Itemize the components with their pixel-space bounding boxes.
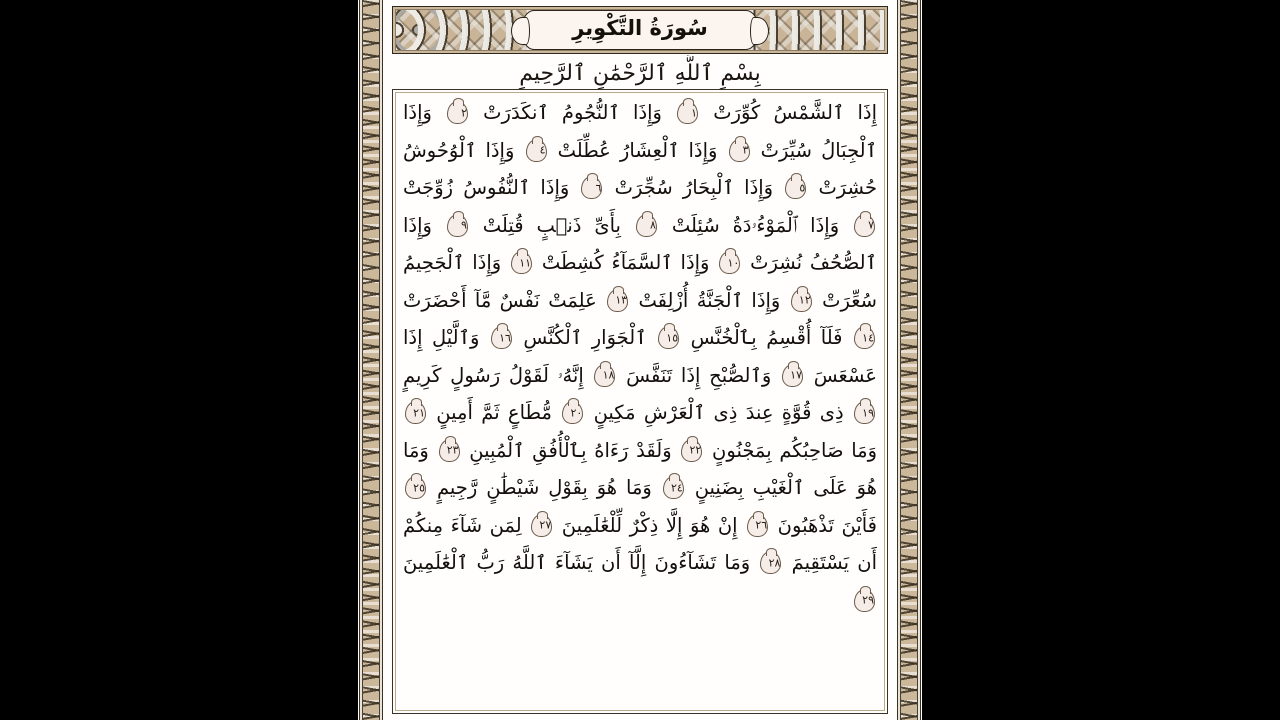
ayah-number-label: ٩ xyxy=(460,218,467,232)
ayah-number-label: ٢٨ xyxy=(768,556,781,570)
ayah-number-label: ٢٩ xyxy=(862,593,874,607)
ayah-number-marker xyxy=(658,326,679,349)
ayah-text: وَمَا صَاحِبُكُم بِمَجْنُونٍ xyxy=(704,438,878,462)
ayah-number-marker xyxy=(782,364,803,387)
surah-title-text: سُورَةُ التَّكْوِيرِ xyxy=(572,15,708,40)
ayah-text: إِذَا ٱلشَّمْسُ كُوِّرَتْ xyxy=(700,101,877,124)
ayah-number-label: ٥ xyxy=(799,181,806,195)
ayah-number-marker xyxy=(854,589,875,612)
ayah-number-marker xyxy=(681,439,702,462)
ayah-number-marker xyxy=(447,214,468,237)
ayah-number-marker xyxy=(719,251,740,274)
ayah-number-marker xyxy=(854,214,875,237)
ayah-text: وَإِذَا ٱلْعِشَارُ عُطِّلَتْ xyxy=(548,138,718,162)
ayah-text: فَلَآ أُقْسِمُ بِٱلْخُنَّسِ xyxy=(681,326,843,349)
ayah-number-label: ١٣ xyxy=(615,293,628,307)
ayah-number-marker xyxy=(854,326,875,349)
ayah-number-marker xyxy=(531,514,552,537)
ayah-number-label: ١٢ xyxy=(798,293,811,307)
ayah-number-marker xyxy=(636,214,657,237)
ayah-text: وَمَا هُوَ بِقَوْلِ شَيْطَٰنٍ رَّجِيمٍ xyxy=(428,476,652,499)
ayah-number-marker xyxy=(677,101,698,124)
interlaced-zigzag-icon xyxy=(363,0,379,720)
ayah-number-label: ٢١ xyxy=(413,406,425,420)
ayah-text: وَإِذَا ٱلْبِحَارُ سُجِّرَتْ xyxy=(604,176,774,199)
ayah-number-marker xyxy=(511,251,532,274)
ayah-text: وَإِذَا ٱلنُّجُومُ ٱنكَدَرَتْ xyxy=(470,101,662,124)
ayah-number-label: ٢٤ xyxy=(670,481,683,495)
ayah-number-label: ٢٠ xyxy=(570,406,583,420)
ayah-text: وَإِذَا ٱلْجِبَالُ سُيِّرَتْ xyxy=(403,101,878,162)
ayah-number-marker xyxy=(854,401,875,424)
ayah-text: فَأَيْنَ تَذْهَبُونَ xyxy=(770,513,877,537)
ayah-number-label: ١ xyxy=(691,106,698,120)
ayah-number-marker xyxy=(491,326,512,349)
ayah-number-label: ٣ xyxy=(742,143,749,157)
ayah-number-label: ١١ xyxy=(519,256,532,270)
ayah-number-marker xyxy=(594,364,615,387)
ayah-text: إِنَّهُۥ لَقَوْلُ رَسُولٍ كَرِيمٍ xyxy=(403,363,584,387)
ayah-text: بِأَىِّ ذَنۢبٍ قُتِلَتْ xyxy=(469,213,621,237)
ayah-text: وَإِذَا ٱلصُّحُفُ نُشِرَتْ xyxy=(403,213,877,274)
ayah-text: ذِى قُوَّةٍ عِندَ ذِى ٱلْعَرْشِ مَكِينٍ xyxy=(585,401,844,424)
ayah-number-label: ٢٧ xyxy=(539,518,552,532)
surah-header-band xyxy=(392,6,888,54)
ayah-number-label: ١٧ xyxy=(790,368,802,382)
letterbox-bar-left xyxy=(0,0,358,720)
ayah-number-label: ٢٥ xyxy=(413,481,425,495)
ayah-number-marker xyxy=(405,401,426,424)
ayah-number-marker xyxy=(405,476,426,499)
ayah-flow xyxy=(403,92,877,619)
ornamental-border-left xyxy=(358,0,384,720)
ayah-number-label: ١٦ xyxy=(499,331,511,345)
ayah-number-label: ٢٦ xyxy=(755,518,768,532)
letterbox-bar-right xyxy=(922,0,1280,720)
surah-title-cartouche xyxy=(521,10,759,50)
ayah-number-marker xyxy=(562,401,583,424)
ornamental-border-right xyxy=(896,0,922,720)
ayah-number-label: ٢ xyxy=(461,106,468,120)
ayah-text-frame xyxy=(392,89,888,714)
ayah-text: إِنْ هُوَ إِلَّا ذِكْرٌ لِّلْعَٰلَمِينَ xyxy=(554,513,738,537)
ayah-text: وَٱلصُّبْحِ إِذَا تَنَفَّسَ xyxy=(617,363,772,387)
ayah-number-label: ١٥ xyxy=(666,331,679,345)
ayah-number-marker xyxy=(663,476,684,499)
ayah-number-marker xyxy=(785,176,806,199)
ayah-text: وَإِذَا ٱلْجَنَّةُ أُزْلِفَتْ xyxy=(630,288,781,312)
ayah-number-label: ٢٣ xyxy=(446,443,459,457)
ayah-number-marker xyxy=(791,289,812,312)
ayah-number-marker xyxy=(760,551,781,574)
ayah-number-label: ٨ xyxy=(650,218,656,232)
ayah-number-marker xyxy=(729,139,750,162)
ayah-text: وَلَقَدْ رَءَاهُ بِٱلْأُفُقِ ٱلْمُبِينِ xyxy=(461,438,672,462)
ayah-text: وَمَا هُوَ عَلَى ٱلْغَيْبِ بِضَنِينٍ xyxy=(403,438,877,499)
ayah-text: وَإِذَا ٱلسَّمَآءُ كُشِطَتْ xyxy=(534,251,710,274)
ayah-text: عَلِمَتْ نَفْسٌ مَّآ أَحْضَرَتْ xyxy=(403,288,597,312)
ayah-number-label: ١٠ xyxy=(727,256,740,270)
ayah-number-marker xyxy=(447,101,468,124)
ayah-number-marker xyxy=(747,514,768,537)
ayah-text: وَمَا تَشَآءُونَ إِلَّآ أَن يَشَآءَ ٱللَّهُ رَبُّ ٱلْعَٰلَمِينَ xyxy=(403,551,751,574)
basmala-text: بِسْمِ ٱللَّهِ ٱلرَّحْمَٰنِ ٱلرَّحِيمِ xyxy=(519,61,761,86)
ayah-number-marker xyxy=(439,439,460,462)
ayah-number-label: ٧ xyxy=(868,218,875,232)
ayah-text: وَٱلَّيْلِ إِذَا عَسْعَسَ xyxy=(403,326,877,387)
ayah-text: لِمَن شَآءَ مِنكُمْ أَن يَسْتَقِيمَ xyxy=(403,513,877,574)
page-content-column xyxy=(384,0,896,720)
ayah-number-label: ٦ xyxy=(595,181,602,195)
ayah-text: مُّطَاعٍ ثَمَّ أَمِينٍ xyxy=(428,401,552,424)
ayah-text: ٱلْجَوَارِ ٱلْكُنَّسِ xyxy=(513,326,647,349)
ayah-text: وَإِذَا ٱلْمَوْءُۥدَةُ سُئِلَتْ xyxy=(658,213,840,237)
ayah-number-marker xyxy=(581,176,602,199)
ayah-number-label: ٤ xyxy=(539,143,546,157)
ayah-text: وَإِذَا ٱلْوُحُوشُ حُشِرَتْ xyxy=(403,138,878,199)
ayah-number-label: ١٨ xyxy=(602,368,615,382)
ayah-number-marker xyxy=(607,289,628,312)
ayah-number-label: ١٤ xyxy=(862,331,874,345)
ayah-number-marker xyxy=(526,139,547,162)
ayah-number-label: ١٩ xyxy=(862,406,874,420)
mushaf-page xyxy=(358,0,922,720)
ayah-text: وَإِذَا ٱلنُّفُوسُ زُوِّجَتْ xyxy=(403,176,570,199)
ayah-number-label: ٢٢ xyxy=(689,443,702,457)
interlaced-zigzag-icon xyxy=(901,0,917,720)
ayah-text: وَإِذَا ٱلْجَحِيمُ سُعِّرَتْ xyxy=(403,251,878,312)
